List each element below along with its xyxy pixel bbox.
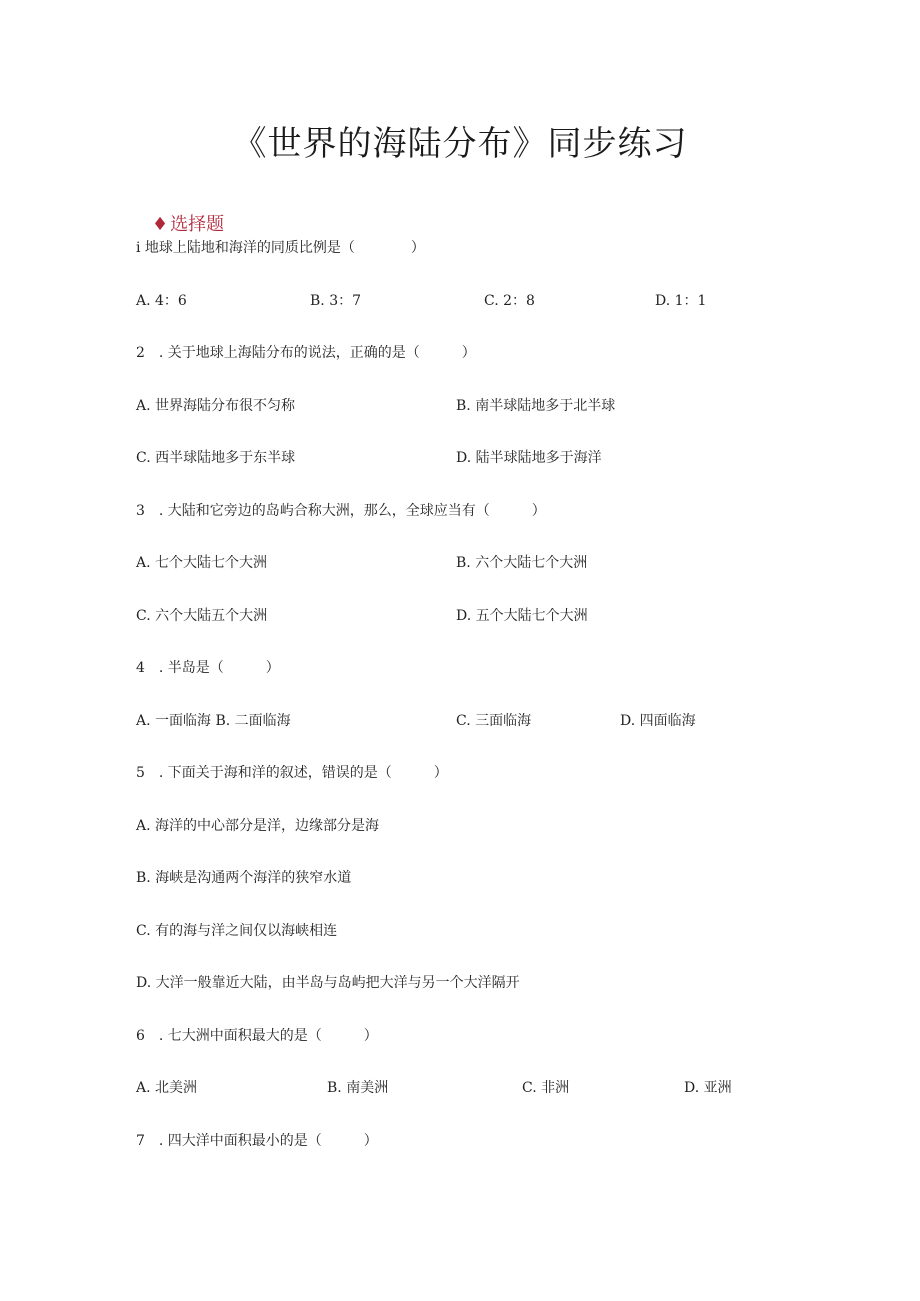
question-3-option-d: D. 五个大陆七个大洲: [456, 608, 588, 624]
diamond-bullet-icon: ♦: [152, 214, 169, 235]
section-label: 选择题: [170, 214, 225, 235]
question-4-option-d: D. 四面临海: [620, 713, 696, 729]
question-1-stem: i 地球上陆地和海洋的同质比例是（ ）: [136, 240, 425, 256]
question-6-option-b: B. 南美洲: [327, 1080, 389, 1096]
question-5-option-c: C. 有的海与洋之间仅以海峡相连: [136, 923, 338, 939]
question-2-option-d: D. 陆半球陆地多于海洋: [456, 450, 602, 466]
question-2-option-b: B. 南半球陆地多于北半球: [456, 398, 616, 414]
question-5-option-d: D. 大洋一般靠近大陆，由半岛与岛屿把大洋与另一个大洋隔开: [136, 975, 520, 991]
question-3-stem: 3 . 大陆和它旁边的岛屿合称大洲，那么，全球应当有（ ）: [136, 503, 546, 519]
question-6-option-d: D. 亚洲: [684, 1080, 732, 1096]
question-1-option-a: A. 4：6: [136, 293, 187, 309]
question-6-option-c: C. 非洲: [522, 1080, 570, 1096]
question-6-stem: 6 . 七大洲中面积最大的是（ ）: [136, 1028, 378, 1044]
question-2-stem: 2 . 关于地球上海陆分布的说法，正确的是（ ）: [136, 345, 476, 361]
question-2-option-a: A. 世界海陆分布很不匀称: [136, 398, 296, 414]
question-3-option-b: B. 六个大陆七个大洲: [456, 555, 588, 571]
question-2-option-c: C. 西半球陆地多于东半球: [136, 450, 296, 466]
section-heading: [152, 210, 224, 236]
page-title: 《世界的海陆分布》同步练习: [232, 124, 688, 164]
question-5-stem: 5 . 下面关于海和洋的叙述，错误的是（ ）: [136, 765, 448, 781]
question-7-stem: 7 . 四大洋中面积最小的是（ ）: [136, 1133, 378, 1149]
question-3-option-c: C. 六个大陆五个大洲: [136, 608, 268, 624]
question-6-option-a: A. 北美洲: [136, 1080, 198, 1096]
question-1-option-b: B. 3：7: [310, 293, 362, 309]
question-5-option-a: A. 海洋的中心部分是洋，边缘部分是海: [136, 818, 380, 834]
question-3-option-a: A. 七个大陆七个大洲: [136, 555, 268, 571]
question-4-option-c: C. 三面临海: [456, 713, 532, 729]
question-5-option-b: B. 海峡是沟通两个海洋的狭窄水道: [136, 870, 352, 886]
question-1-option-d: D. 1：1: [655, 293, 707, 309]
question-4-stem: 4 . 半岛是（ ）: [136, 660, 280, 676]
question-1-option-c: C. 2：8: [484, 293, 535, 309]
question-4-options-ab: A. 一面临海 B. 二面临海: [136, 713, 291, 729]
